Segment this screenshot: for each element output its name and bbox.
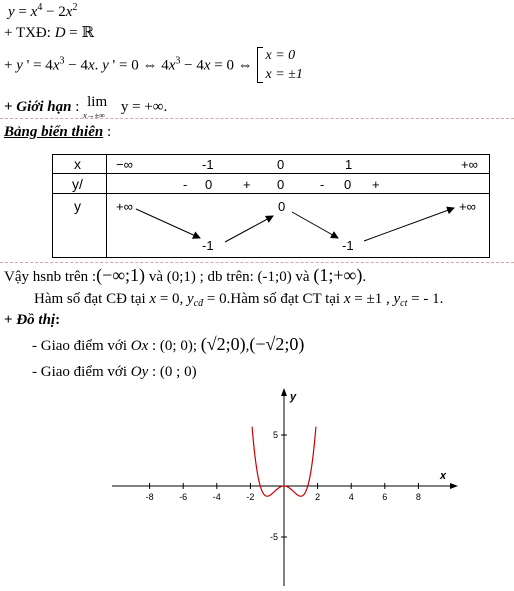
increase-arrow xyxy=(225,216,273,242)
x-axis-arrow-icon xyxy=(450,483,458,489)
y-value: +∞ xyxy=(116,199,133,214)
x-tick-label: 4 xyxy=(348,492,354,502)
x-value: -1 xyxy=(202,157,214,172)
graph-heading: + Đồ thị: xyxy=(4,312,61,328)
equation-system: x = 0 x = ±1 xyxy=(257,47,315,85)
sign-value: 0 xyxy=(277,177,285,192)
derivative-line: + y ' = $4x^3 - 4x$. y ' = 0 ⇔ $4x^3 - 4x = 0$ ⇔ x = 0 x = ±1 xyxy=(4,47,315,85)
domain-line: + TXĐ: D = ℝ xyxy=(4,25,94,41)
left-bracket-icon xyxy=(257,47,263,83)
sign-value: 0 xyxy=(205,177,213,192)
sign-value: - xyxy=(320,177,325,192)
sign-value: + xyxy=(243,177,251,192)
x-tick-label: -2 xyxy=(246,492,255,502)
x-value: −∞ xyxy=(116,157,133,172)
sign-value: - xyxy=(183,177,188,192)
x-value: 0 xyxy=(277,157,285,172)
divider xyxy=(0,118,514,119)
y-tick-label: 5 xyxy=(272,430,278,440)
y-axis-arrow-icon xyxy=(281,388,287,396)
y-value: 0 xyxy=(278,199,286,214)
sign-value: + xyxy=(372,177,380,192)
x-tick-label: -4 xyxy=(212,492,221,502)
decrease-arrow xyxy=(292,212,338,238)
axes xyxy=(112,388,458,586)
y-value: -1 xyxy=(202,238,214,253)
oy-intersection-line: - Giao điểm với Oy : (0 ; 0) xyxy=(32,364,197,380)
x-axis-label: x xyxy=(440,470,447,482)
divider xyxy=(0,262,514,263)
graph-svg xyxy=(112,388,484,586)
x-tick-label: 8 xyxy=(415,492,421,502)
row-label-yprime: y/ xyxy=(72,176,83,192)
x-tick-label: 2 xyxy=(315,492,321,502)
x-tick-label: -8 xyxy=(145,492,154,502)
extrema-line: Hàm số đạt CĐ tại x = 0, $y_{cđ}$ = 0.Hàm số đạt CT tại x = ±1 , $y_{ct}$ = - 1. xyxy=(34,291,444,309)
row-label-x: x xyxy=(74,156,81,172)
y-value: -1 xyxy=(342,238,354,253)
sign-value: 0 xyxy=(344,177,352,192)
x-tick-label: 6 xyxy=(382,492,388,502)
x-tick-label: -6 xyxy=(179,492,188,502)
y-tick-label: -5 xyxy=(269,532,278,542)
variation-table-heading: Bảng biến thiên : xyxy=(4,124,112,140)
variation-table-svg xyxy=(52,154,490,258)
row-label-y: y xyxy=(74,198,81,214)
ox-intersection-line: - Giao điểm với Ox : (0; 0); (√2;0),(−√2;0) xyxy=(32,334,305,354)
limit-notation: lim x→±∞ xyxy=(83,94,108,120)
y-value: +∞ xyxy=(459,199,476,214)
y-axis-label: y xyxy=(290,391,297,403)
function-graph xyxy=(112,388,484,586)
limit-line: + Giới hạn : lim x→±∞ y = +∞. xyxy=(4,94,168,120)
monotonic-line: Vậy hsnb trên :(−∞;1) và (0;1) ; db trên: (-1;0) và (1;+∞). xyxy=(4,265,367,285)
increase-arrow xyxy=(364,208,454,241)
x-value: 1 xyxy=(345,157,353,172)
variation-table xyxy=(52,154,490,258)
x-value: +∞ xyxy=(461,157,478,172)
decrease-arrow xyxy=(136,209,200,238)
function-line: $y = x^4 - 2x^2$ xyxy=(8,2,78,20)
